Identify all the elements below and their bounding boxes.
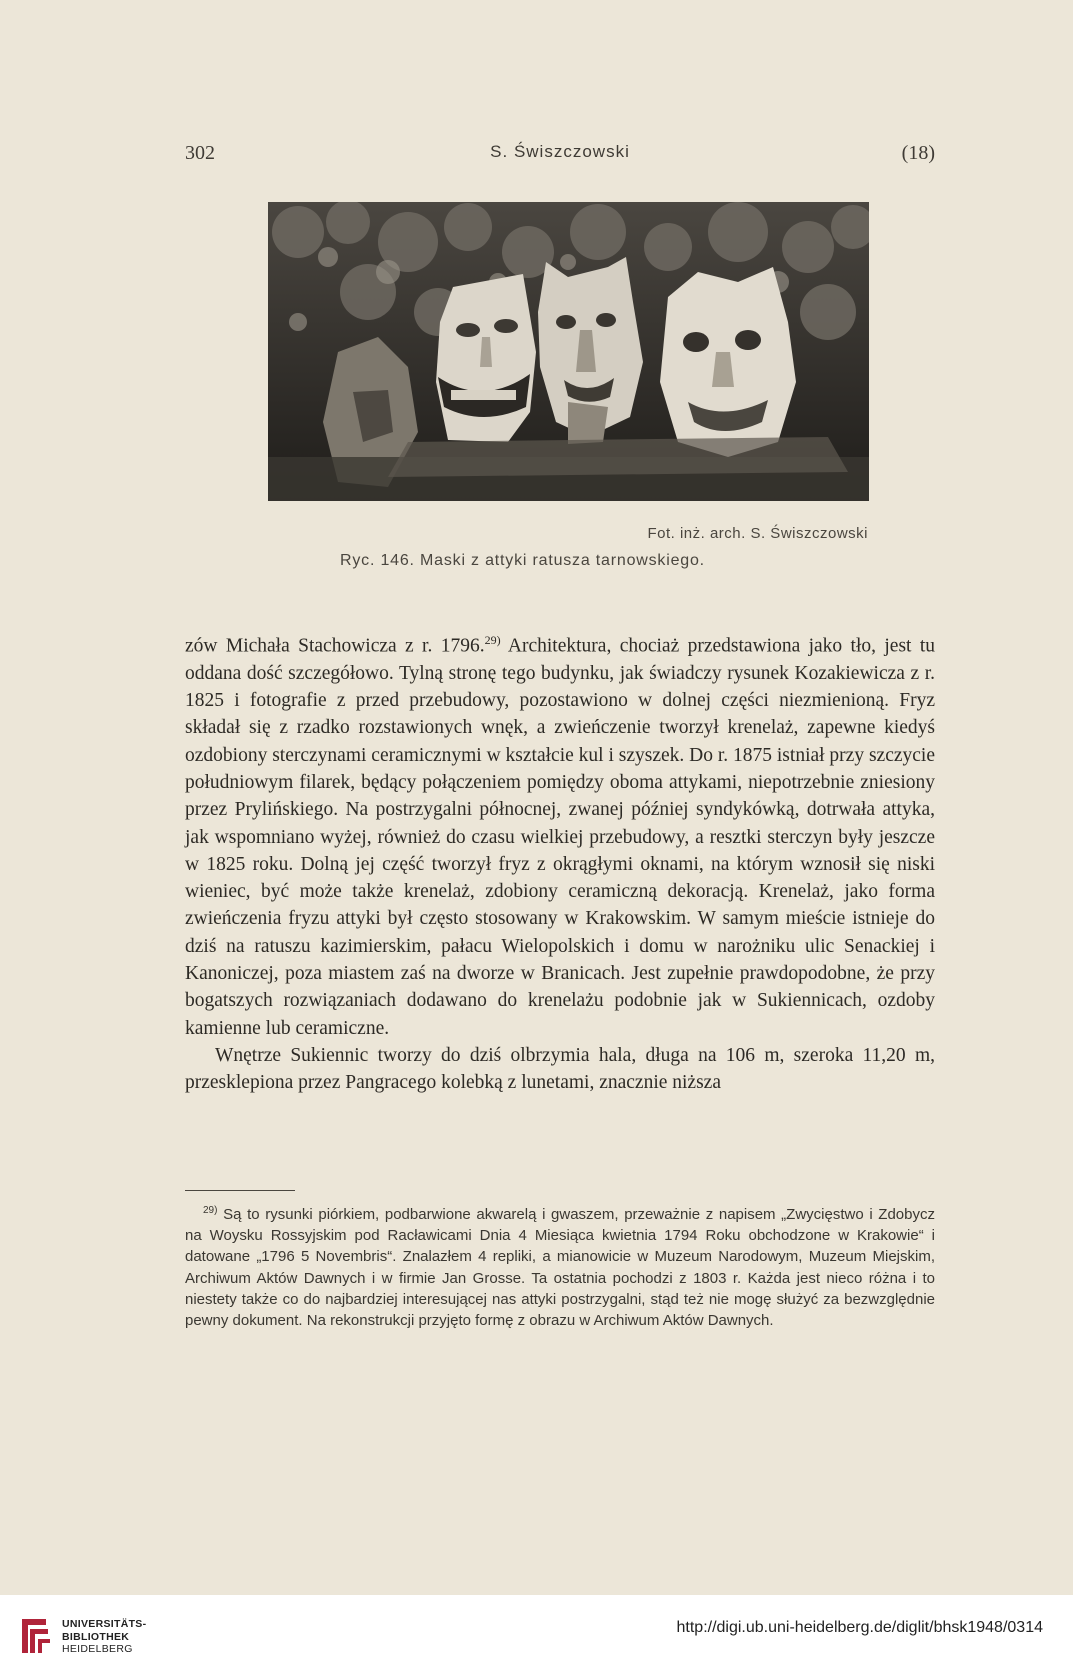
library-logo-icon [20, 1615, 52, 1657]
library-name: UNIVERSITÄTS- BIBLIOTHEK HEIDELBERG [62, 1618, 147, 1655]
footnote-ref: 29) [484, 633, 501, 647]
source-url-link[interactable]: http://digi.ub.uni-heidelberg.de/diglit/bhsk1948/0314 [676, 1619, 1043, 1636]
footnote-divider [185, 1190, 295, 1191]
footnote-marker: 29) [203, 1205, 218, 1216]
library-footer [0, 1595, 1073, 1675]
masks-photo-illustration [268, 202, 869, 501]
page-number: 302 [185, 142, 215, 164]
footnote-text: Są to rysunki piórkiem, podbarwione akwarelą i gwaszem, przeważnie z napisem „Zwycięstwo i Zdobycz na Woysku Rossyjskim pod Racławicami Dnia 4 Miesiąca kwietnia 1794 Roku obchodzone w Krakowie“ i datowane „1796 5 Novembris“. Znalazłem 4 repliki, a mianowicie w Muzeum Narodowym, Muzeum Miejskim, Archiwum Aktów Dawnych i w firmie Jan Grosse. Ta ostatnia pochodzi z 1803 r. Każda jest nieco różna i to niestety także co do najbardziej interesującej nas attyki postrzygalni, stąd też nie mogę służyć za bezwzględnie pewny dokument. Na rekonstrukcji przyjęto formę z obrazu w Archiwum Aktów Dawnych. [185, 1206, 935, 1330]
section-number: (18) [901, 142, 935, 164]
paragraph: Wnętrze Sukiennic tworzy do dziś olbrzymia hala, długa na 106 m, szeroka 11,20 m, przesklepiona przez Pangracego kolebką z lunetami, znacznie niższa [185, 1044, 935, 1094]
running-header [185, 142, 935, 172]
paragraph: zów Michała Stachowicza z r. 1796.$^{29)}$ Architektura, chociaż przedstawiona jako tło, jest tu oddana dość szczegółowo. Tylną stronę tego budynku, jak świadczy rysunek Kozakiewicza z r. 1825 i fotografie z przed przebudowy, pozostawiono w dolnej części niezmienioną. Fryz składał się z rzadko rozstawionych wnęk, a zwieńczenie tworzył krenelaż, zapewne kiedyś ozdobiony sterczynami ceramicznymi w kształcie kul i szyszek. Do r. 1875 istniał przy szczycie południowym filarek, będący połączeniem pomiędzy oboma attykami, niepotrzebnie zniesiony przez Prylińskiego. Na postrzygalni północnej, zwanej później syndykówką, dotrwała attyka, jak wspomniano wyżej, również do czasu wielkiej przebudowy, a resztki sterczyn były jeszcze w 1825 roku. Dolną jej część tworzył fryz z okrągłymi oknami, na którym wznosił się niski wieniec, być może także krenelaż, zdobiony ceramiczną dekoracją. Krenelaż, jako forma zwieńczenia fryzu attyki był często stosowany w Krakowskim. W samym mieście istnieje do dziś na ratuszu kazimierskim, pałacu Wielopolskich i domu w narożniku ulic Senackiej i Kanoniczej, poza miastem zaś na dworze w Branicach. Jest zupełnie prawdopodobne, że przy bogatszych rozwiązaniach dodawano do krenelażu podobnie jak w Sukiennicach, ozdoby kamienne lub ceramiczne. [185, 633, 935, 1039]
main-text [185, 627, 935, 1097]
photo-credit: Fot. inż. arch. S. Świszczowski [647, 525, 868, 542]
figure-caption: Ryc. 146. Maski z attyki ratusza tarnowskiego. [340, 552, 705, 569]
figure-photo-masks [268, 202, 869, 501]
footnote [185, 1200, 935, 1331]
running-author: S. Świszczowski [490, 142, 630, 161]
